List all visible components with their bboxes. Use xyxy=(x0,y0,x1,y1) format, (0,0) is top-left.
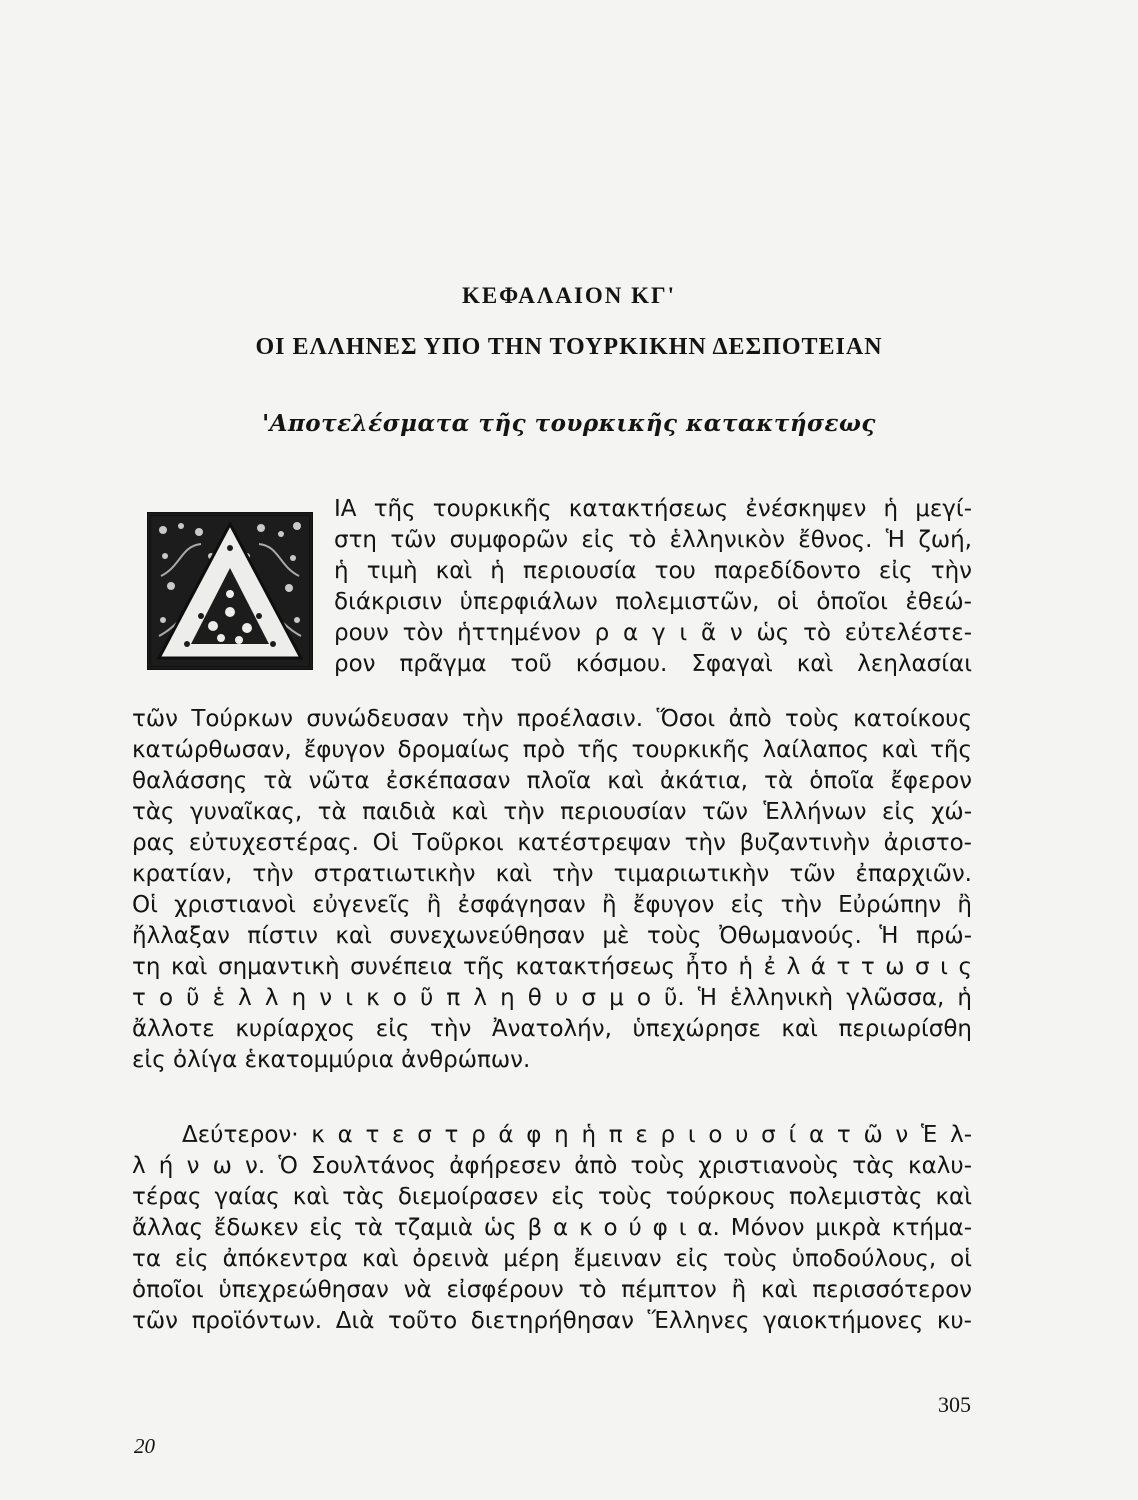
text-line: τὰς γυναῖκας, τὰ παιδιὰ καὶ τὴν περιουσίαν τῶν Ἑλλήνων εἰς χώ- xyxy=(132,799,972,825)
signature-mark: 20 xyxy=(134,1434,155,1458)
drop-cap-paragraph xyxy=(334,494,972,680)
page-number: 305 xyxy=(938,1392,971,1417)
text-line: ρον πρᾶγμα τοῦ κόσμου. Σφαγαὶ καὶ λεηλασίαι xyxy=(334,651,972,677)
text-line: ρουν τὸν ἡττημένον ρ α γ ι ᾶ ν ὡς τὸ εὐτελέστε- xyxy=(334,620,972,646)
text-line: θαλάσσης τὰ νῶτα ἐσκέπασαν πλοῖα καὶ ἀκάτια, τὰ ὁποῖα ἔφερον xyxy=(132,768,972,794)
text-line: τα εἰς ἀπόκεντρα καὶ ὀρεινὰ μέρη ἔμειναν εἰς τοὺς ὑποδούλους, οἱ xyxy=(132,1246,972,1272)
text-line: κρατίαν, τὴν στρατιωτικὴν καὶ τὴν τιμαριωτικὴν τῶν ἐπαρχιῶν. xyxy=(132,861,972,887)
text-line: Οἱ χριστιανοὶ εὐγενεῖς ἢ ἐσφάγησαν ἢ ἔφυγον εἰς τὴν Εὐρώπην ἢ xyxy=(132,892,972,918)
text-line: τέρας γαίας καὶ τὰς διεμοίρασεν εἰς τοὺς τούρκους πολεμιστὰς καὶ xyxy=(132,1184,972,1210)
text-line: στη τῶν συμφορῶν εἰς τὸ ἑλληνικὸν ἔθνος. Ἡ ζωή, xyxy=(334,527,972,553)
paragraph-2 xyxy=(132,1120,972,1337)
text-line: εἰς ὀλίγα ἑκατομμύρια ἀνθρώπων. xyxy=(132,1047,531,1073)
text-line: λ ή ν ω ν. Ὁ Σουλτάνος ἀφήρεσεν ἀπὸ τοὺς χριστιανοὺς τὰς καλυ- xyxy=(132,1153,972,1179)
text-line: ἡ τιμὴ καὶ ἡ περιουσία του παρεδίδοντο εἰς τὴν xyxy=(334,558,972,584)
text-line: ὁποῖοι ὑπεχρεώθησαν νὰ εἰσφέρουν τὸ πέμπτον ἢ καὶ περισσότερον xyxy=(132,1277,972,1303)
text-line: τῶν Τούρκων συνώδευσαν τὴν προέλασιν. Ὅσοι ἀπὸ τοὺς κατοίκους xyxy=(132,706,972,732)
chapter-heading: ΚΕΦΑΛΑΙΟΝ ΚΓ' xyxy=(461,283,677,308)
text-line: ἤλλαξαν πίστιν καὶ συνεχωνεύθησαν μὲ τοὺς Ὀθωμανούς. Ἡ πρώ- xyxy=(132,923,972,949)
drop-cap-illumination xyxy=(147,512,313,670)
chapter-title: ΟΙ ΕΛΛΗΝΕΣ ΥΠΟ ΤΗΝ ΤΟΥΡΚΙΚΗΝ ΔΕΣΠΟΤΕΙΑΝ xyxy=(255,334,883,360)
paragraph-1 xyxy=(132,704,972,1076)
text-line: διάκρισιν ὑπερφιάλων πολεμιστῶν, οἱ ὁποῖοι ἐθεώ- xyxy=(334,589,972,615)
text-line: τη καὶ σημαντικὴ συνέπεια τῆς κατακτήσεως ἦτο ἡ ἐ λ ά τ τ ω σ ι ς xyxy=(132,954,972,980)
text-line: ἄλλας ἔδωκεν εἰς τὰ τζαμιὰ ὡς β α κ ο ύ φ ι α. Μόνον μικρὰ κτήμα- xyxy=(132,1215,972,1241)
section-title: 'Αποτελέσματα τῆς τουρκικῆς κατακτήσεως xyxy=(262,410,876,437)
text-line: ἄλλοτε κυρίαρχος εἰς τὴν Ἀνατολήν, ὑπεχώρησε καὶ περιωρίσθη xyxy=(132,1016,972,1042)
text-line: τ ο ῦ ἑ λ λ η ν ι κ ο ῦ π λ η θ υ σ μ ο ῦ. Ἡ ἑλληνικὴ γλῶσσα, ἡ xyxy=(132,985,972,1011)
drop-cap-ornament-icon xyxy=(151,516,309,666)
text-line: τῶν προϊόντων. Διὰ τοῦτο διετηρήθησαν Ἕλληνες γαιοκτήμονες κυ- xyxy=(132,1308,972,1334)
text-line: ΙΑ τῆς τουρκικῆς κατακτήσεως ἐνέσκηψεν ἡ μεγί- xyxy=(334,496,972,522)
text-line: ρας εὐτυχεστέρας. Οἱ Τοῦρκοι κατέστρεψαν τὴν βυζαντινὴν ἀριστο- xyxy=(132,830,972,856)
text-line: κατώρθωσαν, ἔφυγον δρομαίως πρὸ τῆς τουρκικῆς λαίλαπος καὶ τῆς xyxy=(132,737,972,763)
text-line: Δεύτερον· κ α τ ε σ τ ρ ά φ η ἡ π ε ρ ι ο υ σ ί α τ ῶ ν Ἑ λ- xyxy=(182,1122,972,1148)
